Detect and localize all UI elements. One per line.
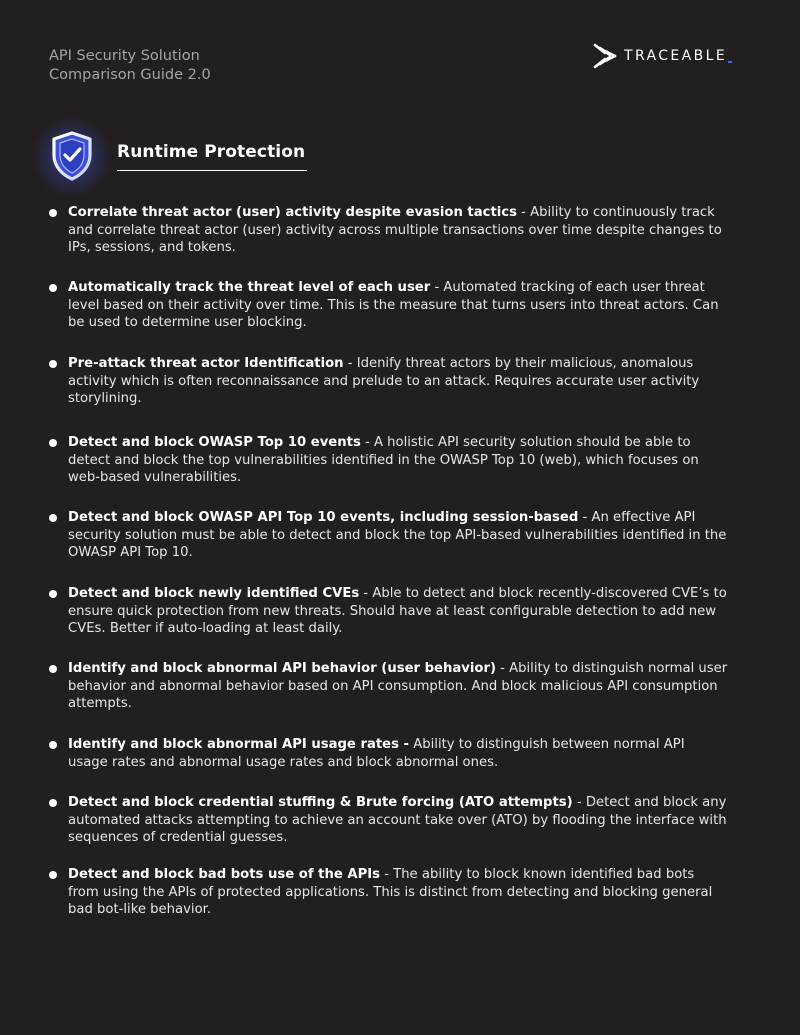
bullet-icon <box>49 514 57 522</box>
bullet-icon <box>49 741 57 749</box>
item-term: Identify and block abnormal API behavior (user behavior) <box>68 661 496 676</box>
heading-underline <box>117 170 307 171</box>
traceable-logo-icon <box>592 42 618 70</box>
item-term: Correlate threat actor (user) activity despite evasion tactics <box>68 205 517 220</box>
item-description: - An effective API security solution must be able to detect and block the top API-based vulnerabilities identified in the OWASP API Top 10. <box>68 510 727 560</box>
list-item <box>68 660 728 713</box>
bullet-icon <box>49 665 57 673</box>
item-term: Automatically track the threat level of each user <box>68 280 431 295</box>
item-term: Detect and block newly identified CVEs <box>68 586 360 601</box>
logo-accent-mark <box>728 61 732 63</box>
bullet-icon <box>49 284 57 292</box>
list-item <box>68 434 728 487</box>
item-term: Detect and block credential stuffing & Brute forcing (ATO attempts) <box>68 795 573 810</box>
document-title-line-2: Comparison Guide 2.0 <box>49 67 211 83</box>
traceable-logo <box>592 41 732 71</box>
list-item <box>68 509 728 562</box>
list-item <box>68 355 728 408</box>
bullet-icon <box>49 360 57 368</box>
section-icon-glow <box>30 115 114 199</box>
item-description: - A holistic API security solution should be able to detect and block the top vulnerabilities identified in the OWASP Top 10 (web), which focuses on web-based vulnerabilities. <box>68 435 699 485</box>
bullet-icon <box>49 439 57 447</box>
item-term: Detect and block bad bots use of the APIs <box>68 867 380 882</box>
item-description: - Detect and block any automated attacks attempting to achieve an account take over (ATO) by flooding the interface with sequences of credential guesses. <box>68 795 727 845</box>
item-description: - Ability to distinguish normal user behavior and abnormal behavior based on API consumption. And block malicious API consumption attempts. <box>68 661 728 711</box>
bullet-icon <box>49 209 57 217</box>
item-description: - The ability to block known identified bad bots from using the APIs of protected applications. This is distinct from detecting and blocking general bad bot-like behavior. <box>68 867 713 917</box>
list-item <box>68 866 728 919</box>
item-description: - Automated tracking of each user threat level based on their activity over time. This is the measure that turns users into threat actors. Can be used to determine user blocking. <box>68 280 719 330</box>
logo-wordmark: TRACEABLE <box>624 48 728 64</box>
item-description: - Ability to continuously track and correlate threat actor (user) activity across multiple transactions over time despite changes to IPs, sessions, and tokens. <box>68 205 722 255</box>
bullet-icon <box>49 871 57 879</box>
section-heading: Runtime Protection <box>117 142 306 162</box>
item-description: - Idenify threat actors by their malicious, anomalous activity which is often reconnaissance and prelude to an attack. Requires accurate user activity storylining. <box>68 356 700 406</box>
item-term: Detect and block OWASP API Top 10 events, including session-based <box>68 510 579 525</box>
list-item <box>68 794 728 847</box>
item-term: Pre-attack threat actor Identification <box>68 356 344 371</box>
list-item <box>68 204 728 257</box>
list-item <box>68 279 728 332</box>
item-term: Detect and block OWASP Top 10 events <box>68 435 361 450</box>
item-description: - Able to detect and block recently-discovered CVE’s to ensure quick protection from new threats. Should have at least configurable detection to add new CVEs. Better if auto-loading at least daily. <box>68 586 727 636</box>
shield-check-icon <box>50 131 94 181</box>
document-title-line-1: API Security Solution <box>49 48 200 64</box>
list-item <box>68 585 728 638</box>
document-title <box>49 47 211 85</box>
item-term: Identify and block abnormal API usage rates - <box>68 737 410 752</box>
bullet-icon <box>49 590 57 598</box>
bullet-icon <box>49 799 57 807</box>
item-description: Ability to distinguish between normal API usage rates and abnormal usage rates and block abnormal ones. <box>68 737 685 770</box>
list-item <box>68 736 728 771</box>
